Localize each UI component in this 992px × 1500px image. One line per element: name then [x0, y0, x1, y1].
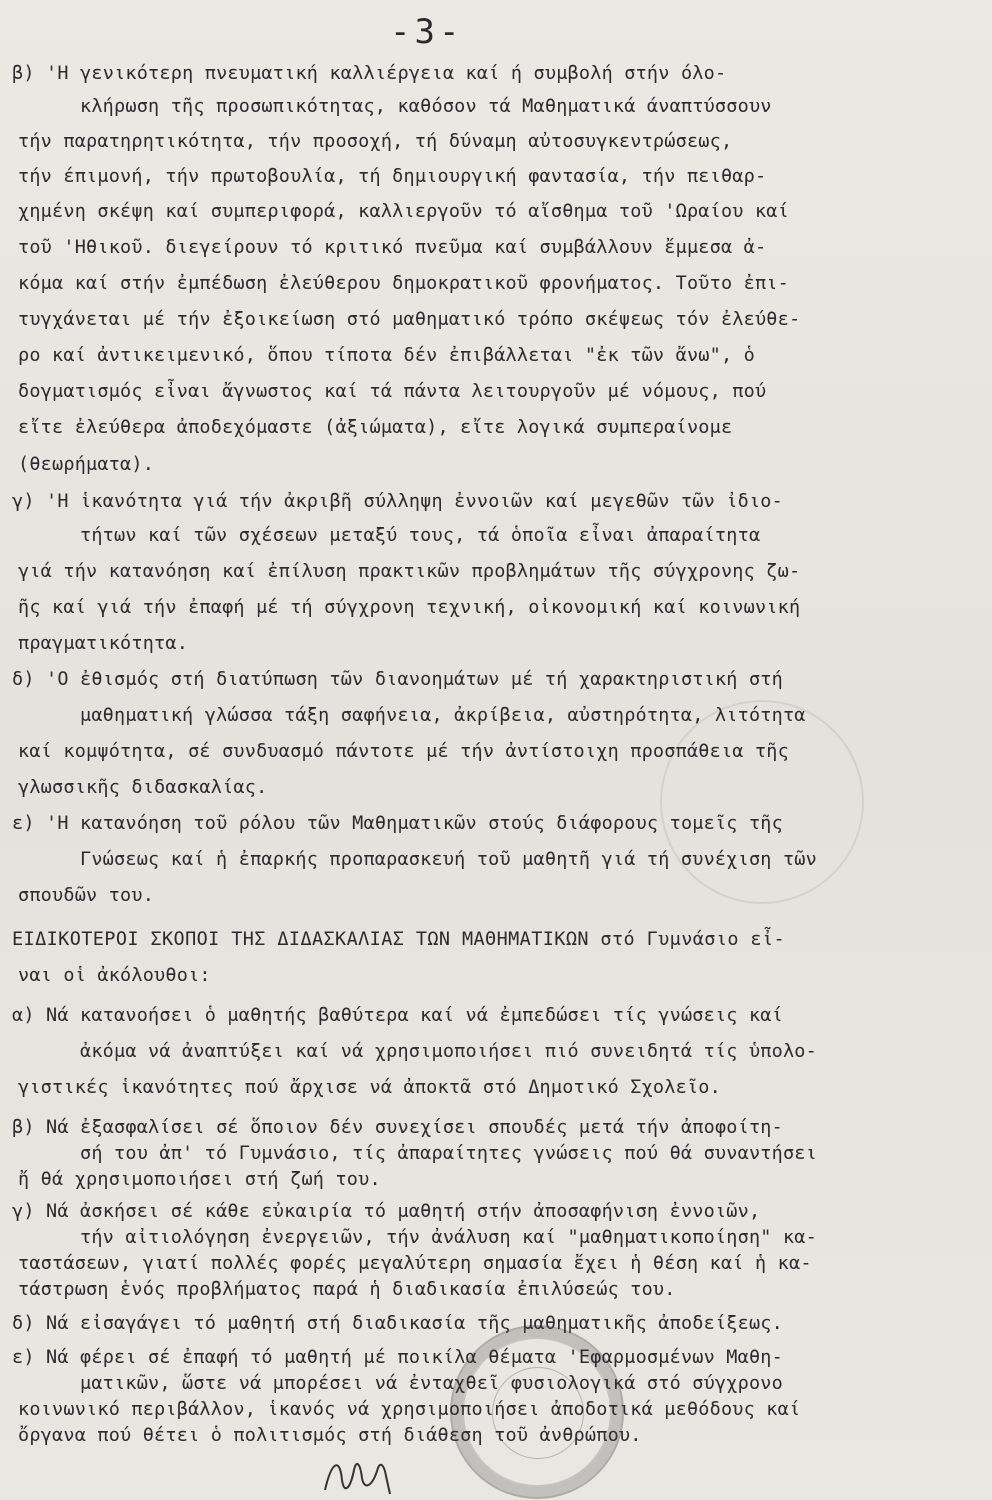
- text-line: β) Νά ἐξασφαλίσει σέ ὅποιον δέν συνεχίσει σπουδές μετά τήν ἀποφοίτη-: [12, 1117, 783, 1138]
- text-line: Γνώσεως καί ἡ ἐπαρκής προπαρασκευή τοῦ μαθητῆ γιά τή συνέχιση τῶν: [80, 849, 817, 870]
- text-line: γλωσσικῆς διδασκαλίας.: [18, 777, 268, 798]
- signature-mark: [320, 1450, 400, 1496]
- faint-stamp-impression: [660, 700, 864, 904]
- section-heading: ΕΙΔΙΚΟΤΕΡΟΙ ΣΚΟΠΟΙ ΤΗΣ ΔΙΔΑΣΚΑΛΙΑΣ ΤΩΝ ΜΑΘΗΜΑΤΙΚΩΝ στό Γυμνάσιο εἶ-: [12, 929, 786, 950]
- text-line: ε) Νά φέρει σέ ἐπαφή τό μαθητή μέ ποικίλα θέματα 'Εφαρμοσμένων Μαθη-: [12, 1347, 783, 1368]
- text-line: ἤ θά χρησιμοποιήσει στή ζωή του.: [18, 1169, 381, 1190]
- text-line: πραγματικότητα.: [18, 633, 189, 654]
- text-line: εἴτε ἐλεύθερα ἀποδεχόμαστε (ἀξιώματα), εἴτε λογικά συμπεραίνομε: [18, 417, 733, 438]
- official-seal-stamp: [450, 1325, 624, 1499]
- text-line: κόμα καί στήν ἐμπέδωση ἐλεύθερου δημοκρατικοῦ φρονήματος. Τοῦτο ἐπι-: [18, 273, 789, 294]
- text-line: σή του ἀπ' τό Γυμνάσιο, τίς ἀπαραίτητες γνώσεις πού θά συναντήσει: [80, 1143, 817, 1164]
- page-number: -3-: [390, 12, 464, 52]
- text-line: σπουδῶν του.: [18, 885, 155, 906]
- text-line: ε) 'Η κατανόηση τοῦ ρόλου τῶν Μαθηματικῶν στούς διάφορους τομεῖς τῆς: [12, 813, 783, 834]
- text-line: τήν παρατηρητικότητα, τήν προσοχή, τή δύναμη αὐτοσυγκεντρώσεως,: [18, 131, 733, 152]
- text-line: τήν έπιμονή, τήν πρωτοβουλία, τή δημιουργική φαντασία, τήν πειθαρ-: [18, 166, 767, 187]
- text-line: μαθηματική γλώσσα τάξη σαφήνεια, ἀκρίβεια, αὐστηρότητα, λιτότητα: [80, 705, 806, 726]
- text-line: γιστικές ἱκανότητες πού ἄρχισε νά ἀποκτᾶ στό Δημοτικό Σχολεῖο.: [18, 1077, 721, 1098]
- text-line: τήτων καί τῶν σχέσεων μεταξύ τους, τά ὁποῖα εἶναι ἀπαραίτητα: [80, 525, 761, 546]
- text-line: ναι οἱ ἀκόλουθοι:: [18, 965, 211, 986]
- text-line: β) 'Η γενικότερη πνευματική καλλιέργεια καί ή συμβολή στήν όλο-: [12, 63, 727, 84]
- text-line: γ) Νά ἀσκήσει σέ κάθε εὐκαιρία τό μαθητή στήν ἀποσαφήνιση ἐννοιῶν,: [12, 1201, 761, 1222]
- text-line: τάστρωση ἑνός προβλήματος παρά ἡ διαδικασία ἐπιλύσεώς του.: [18, 1279, 676, 1300]
- text-line: δογματισμός εἶναι ἄγνωστος καί τά πάντα λειτουργοῦν μέ νόμους, πού: [18, 381, 767, 402]
- text-line: ρο καί ἀντικειμενικό, ὅπου τίποτα δέν ἐπιβάλλεται "ἐκ τῶν ἄνω", ὁ: [18, 345, 755, 366]
- text-line: χημένη σκέψη καί συμπεριφορά, καλλιεργοῦν τό αἴσθημα τοῦ 'Ωραίου καί: [18, 201, 789, 222]
- text-line: ἀκόμα νά ἀναπτύξει καί νά χρησιμοποιήσει πιό συνειδητά τίς ὑπολο-: [80, 1041, 817, 1062]
- text-line: ὄργανα πού θέτει ὁ πολιτισμός στή διάθεση τοῦ ἀνθρώπου.: [18, 1425, 642, 1446]
- seal-inner-circle: [492, 1367, 584, 1459]
- text-line: τοῦ 'Ηθικοῦ. διεγείρουν τό κριτικό πνεῦμα καί συμβάλλουν ἔμμεσα ἀ-: [18, 237, 767, 258]
- text-line: τήν αἰτιολόγηση ἐνεργειῶν, τήν ἀνάλυση καί "μαθηματικοποίηση" κα-: [80, 1227, 817, 1248]
- text-line: γιά τήν κατανόηση καί ἐπίλυση πρακτικῶν προβλημάτων τῆς σύγχρονης ζω-: [18, 561, 801, 582]
- text-line: (θεωρήματα).: [18, 454, 155, 475]
- text-line: α) Νά κατανοήσει ὁ μαθητής βαθύτερα καί νά ἐμπεδώσει τίς γνώσεις καί: [12, 1005, 783, 1026]
- text-line: ταστάσεων, γιατί πολλές φορές μεγαλύτερη σημασία ἔχει ἡ θέση καί ἡ κα-: [18, 1253, 812, 1274]
- text-line: τυγχάνεται μέ τήν ἐξοικείωση στό μαθηματικό τρόπο σκέψεως τόν ἐλεύθε-: [18, 309, 801, 330]
- text-line: καί κομψότητα, σέ συνδυασμό πάντοτε μέ τήν ἀντίστοιχη προσπάθεια τῆς: [18, 741, 789, 762]
- text-line: ματικῶν, ὥστε νά μπορέσει νά ἐνταχθεῖ φυσιολογικά στό σύγχρονο: [80, 1373, 783, 1394]
- text-line: δ) Νά εἰσαγάγει τό μαθητή στή διαδικασία τῆς μαθηματικῆς ἀποδείξεως.: [12, 1313, 783, 1334]
- text-line: δ) 'Ο ἐθισμός στή διατύπωση τῶν διανοημάτων μέ τή χαρακτηριστική στή: [12, 669, 783, 690]
- text-line: γ) 'Η ἱκανότητα γιά τήν ἀκριβῆ σύλληψη ἐννοιῶν καί μεγεθῶν τῶν ἰδιο-: [12, 491, 783, 512]
- text-line: κοινωνικό περιβάλλον, ἱκανός νά χρησιμοποιήσει ἀποδοτικά μεθόδους καί: [18, 1399, 801, 1420]
- text-line: κλήρωση τῆς προσωπικότητας, καθόσον τά Μαθηματικά άναπτύσσουν: [80, 96, 772, 117]
- text-line: ῆς καί γιά τήν ἐπαφή μέ τή σύγχρονη τεχνική, οἰκονομική καί κοινωνική: [18, 597, 801, 618]
